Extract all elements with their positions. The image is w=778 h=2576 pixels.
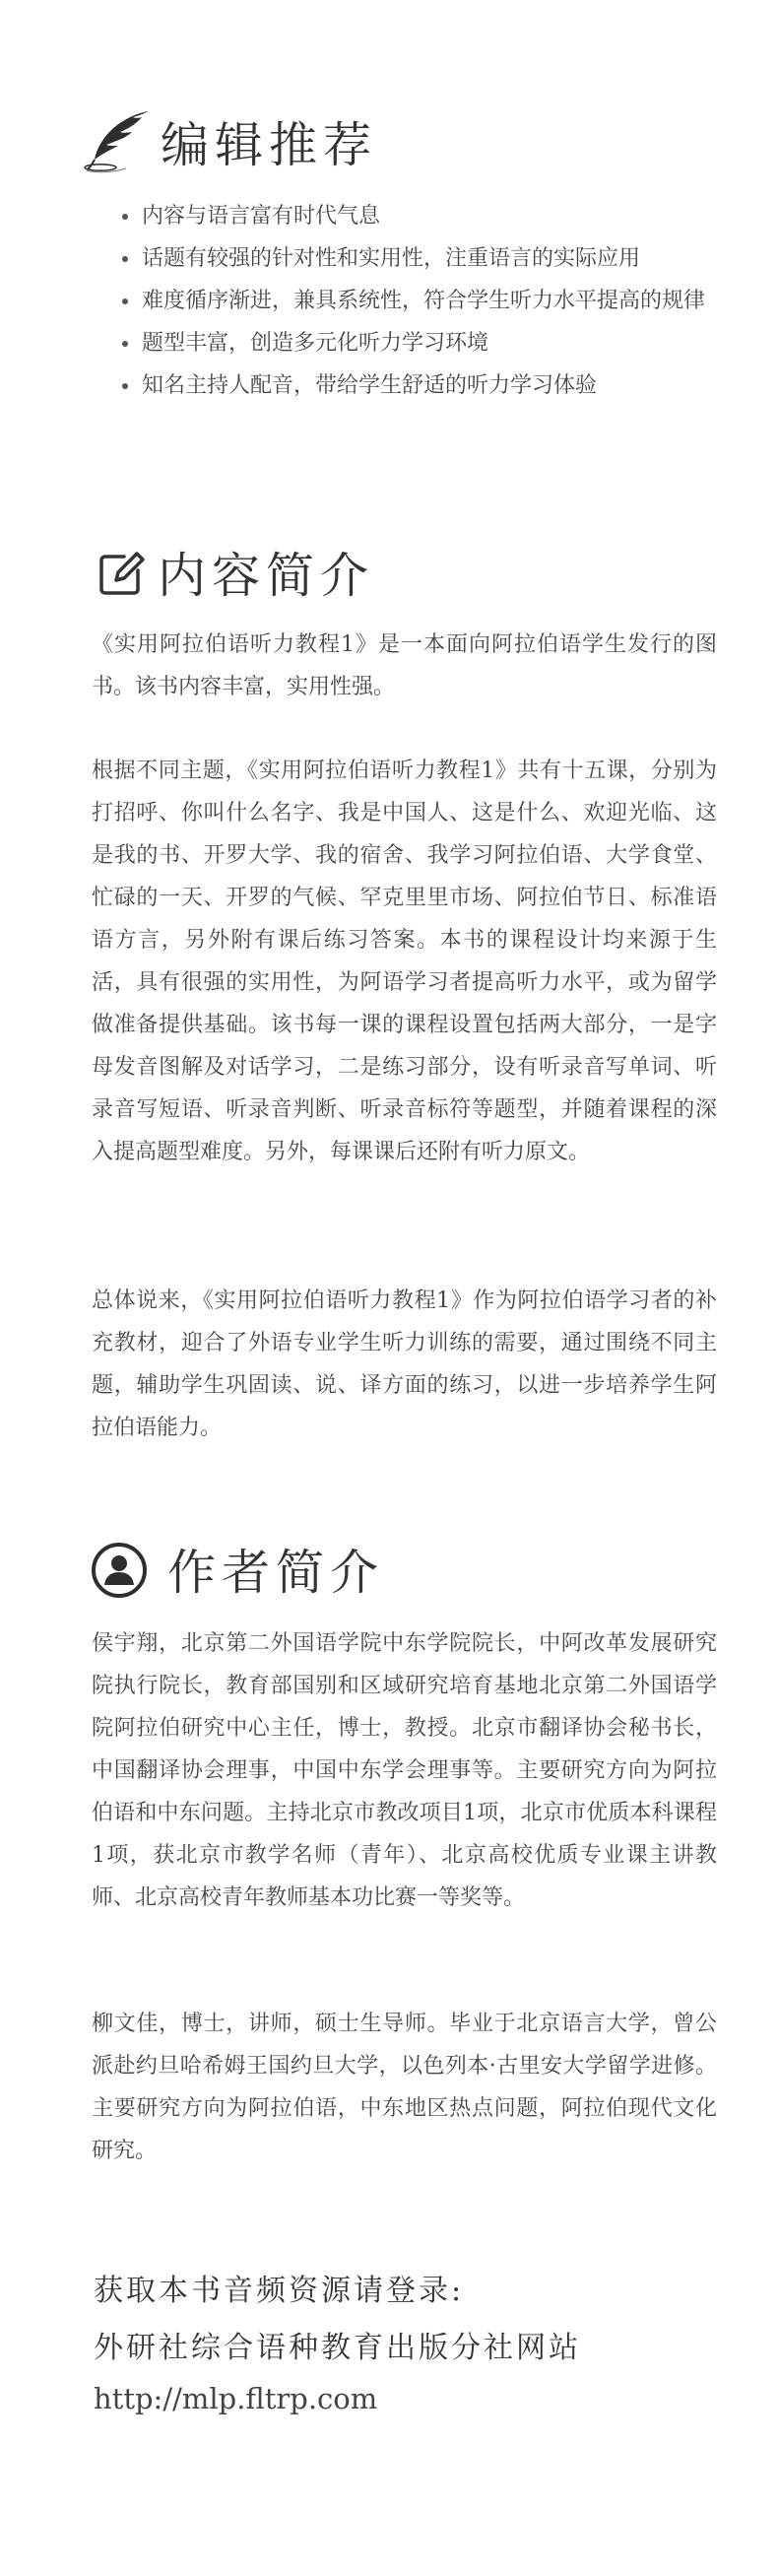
content-intro-section	[0, 537, 778, 1473]
author-paragraph-2: 柳文佳，博士，讲师，硕士生导师。毕业于北京语言大学，曾公派赴约旦哈希姆王国约旦大学，以色列本·古里安大学留学进修。主要研究方向为阿拉伯语，中东地区热点问题，阿拉伯现代文化研究。	[92, 2012, 717, 2163]
editor-recommendation-heading	[0, 99, 778, 187]
editor-recommendation-title: 编辑推荐	[161, 117, 378, 173]
publisher-website-name: 外研社综合语种教育出版分社网站	[94, 2331, 581, 2365]
edit-pencil-icon	[97, 549, 146, 598]
content-paragraph-1: 《实用阿拉伯语听力教程1》是一本面向阿拉伯语学生发行的图书。该书内容丰富，实用性强。	[92, 632, 717, 699]
list-item: 内容与语言富有时代气息	[122, 195, 723, 237]
list-item: 话题有较强的针对性和实用性，注重语言的实际应用	[122, 237, 723, 280]
editor-recommendation-section	[0, 99, 778, 473]
content-paragraph-2: 根据不同主题，《实用阿拉伯语听力教程1》共有十五课，分别为打招呼、你叫什么名字、我是中国人、这是什么、欢迎光临、这是我的书、开罗大学、我的宿舍、我学习阿拉伯语、大学食堂、忙碌的一天、开罗的气候、罕克里里市场、阿拉伯节日、标准语语方言，另外附有课后练习答案。本书的课程设计均来源于生活，具有很强的实用性，为阿语学习者提高听力水平，或为留学做准备提供基础。该书每一课的课程设置包括两大部分，一是字母发音图解及对话学习，二是练习部分，设有听录音写单词、听录音写短语、听录音判断、听录音标符等题型，并随着课程的深入提高题型难度。另外，每课课后还附有听力原文。	[92, 759, 717, 1164]
list-item: 知名主持人配音，带给学生舒适的听力学习体验	[122, 364, 723, 407]
audio-resource-footer	[0, 2266, 778, 2463]
list-item: 难度循序渐进，兼具系统性，符合学生听力水平提高的规律	[122, 280, 723, 322]
editor-bullet-list	[122, 195, 723, 407]
content-intro-title: 内容简介	[158, 548, 375, 604]
content-intro-heading	[0, 537, 778, 626]
author-intro-section	[0, 1532, 778, 2202]
list-item: 题型丰富，创造多元化听力学习环境	[122, 322, 723, 364]
content-paragraph-3: 总体说来，《实用阿拉伯语听力教程1》作为阿拉伯语学习者的补充教材，迎合了外语专业学生听力训练的需要，通过围绕不同主题，辅助学生巩固读、说、译方面的练习，以进一步培养学生阿拉伯语能力。	[92, 1288, 717, 1440]
author-paragraph-1: 侯宇翔，北京第二外国语学院中东学院院长，中阿改革发展研究院执行院长，教育部国别和区域研究培育基地北京第二外国语学院阿拉伯研究中心主任，博士，教授。北京市翻译协会秘书长，中国翻译协会理事，中国中东学会理事等。主要研究方向为阿拉伯语和中东问题。主持北京市教改项目1项，北京市优质本科课程1项，获北京市教学名师（青年）、北京高校优质专业课主讲教师、北京高校青年教师基本功比赛一等奖等。	[92, 1631, 717, 1910]
person-avatar-icon	[91, 1542, 148, 1599]
publisher-website-url[interactable]: http://mlp.fltrp.com	[94, 2382, 378, 2415]
quill-feather-icon	[81, 108, 152, 175]
author-intro-title: 作者简介	[167, 1545, 385, 1601]
audio-resource-line: 获取本书音频资源请登录:	[94, 2274, 465, 2308]
author-intro-heading	[0, 1532, 778, 1620]
